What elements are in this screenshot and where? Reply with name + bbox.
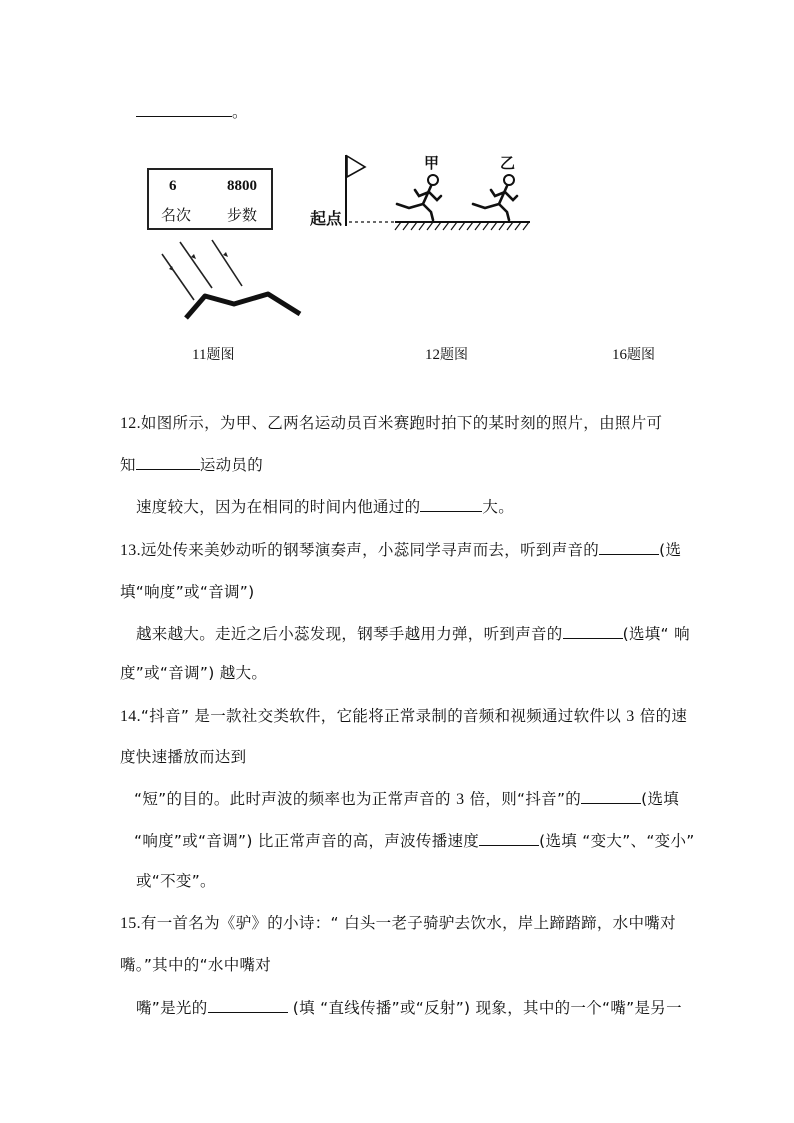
q13-line-1	[120, 540, 681, 561]
top-answer-line	[136, 102, 248, 122]
q13-text-1b: (选	[659, 541, 682, 559]
q12-text-1: 如图所示，为甲、乙两名运动员百米赛跑时拍下的某时刻的照片，由照片可	[140, 414, 663, 432]
q14-text-5: 或“不变”。	[136, 872, 216, 890]
q14-text-3b: 倍，则“抖音”的	[464, 790, 582, 808]
q14-text-1a: “抖音” 是一款社交类软件，它能将正常录制的音频和视频通过软件以	[140, 707, 627, 725]
q15-line-2	[120, 955, 271, 975]
q12-text-2b: 运动员的	[199, 456, 264, 474]
q14-blank-1[interactable]	[581, 789, 641, 804]
q13-line-4	[120, 663, 267, 683]
label-yi: 乙	[500, 154, 516, 172]
q15-text-3b: (填 “直线传播”或“反射”) 现象，其中的一个“嘴”是另一	[287, 999, 682, 1017]
caption-11-number: 11	[192, 347, 207, 363]
caption-16-number: 16	[612, 347, 627, 363]
q14-blank-2[interactable]	[479, 831, 539, 846]
q12-text-2a: 知	[120, 456, 136, 474]
q14-number-3b: 3	[456, 791, 465, 808]
q15-line-3	[136, 998, 682, 1018]
q13-text-3a: 越来越大。走近之后小蕊发现，钢琴手越用力弹，听到声音的	[136, 625, 563, 643]
q14-line-1	[120, 706, 687, 727]
period: 。	[232, 103, 248, 121]
q15-text-3a: 嘴”是光的	[136, 999, 208, 1017]
q15-text-1: 有一首名为《驴》的小诗：“ 白头一老子骑驴去饮水，岸上蹄踏蹄，水中嘴对	[140, 914, 676, 932]
q15-line-1	[120, 913, 676, 934]
q13-number: 13.	[120, 542, 141, 559]
q12-text-3b: 大。	[482, 498, 515, 516]
caption-12-text: 题图	[440, 347, 468, 363]
runner-yi	[473, 175, 517, 220]
caption-12	[425, 344, 468, 364]
step-counter-box	[147, 168, 273, 230]
answer-blank[interactable]	[136, 102, 232, 117]
caption-16	[612, 344, 655, 364]
q13-line-3	[136, 624, 690, 644]
q12-line-3	[136, 497, 514, 517]
q13-blank-2[interactable]	[563, 624, 623, 639]
q15-blank-1[interactable]	[208, 998, 288, 1013]
q13-blank-1[interactable]	[599, 540, 659, 555]
q14-number: 14.	[120, 708, 141, 725]
q13-line-2	[120, 582, 254, 602]
q14-text-4b: (选填 “变大”、“变小”	[539, 832, 695, 850]
steps-label: 步数	[227, 206, 258, 224]
caption-12-number: 12	[425, 347, 440, 363]
q13-text-3b: (选填“ 响	[622, 625, 690, 643]
q12-blank-2[interactable]	[420, 497, 482, 512]
q12-line-1	[120, 413, 662, 434]
q14-text-3c: (选填	[641, 790, 680, 808]
q13-text-4: 度”或“音调”) 越大。	[120, 664, 268, 682]
caption-16-text: 题图	[627, 347, 655, 363]
q15-number: 15.	[120, 915, 141, 932]
start-label: 起点	[310, 209, 343, 228]
q12-line-2	[120, 455, 263, 475]
q14-text-2: 度快速播放而达到	[120, 748, 247, 766]
q14-number-3a: 3	[626, 708, 635, 725]
runner-jia	[397, 175, 441, 220]
q14-line-5	[136, 871, 216, 891]
caption-11	[192, 344, 234, 364]
caption-11-text: 题图	[206, 347, 235, 363]
q15-text-2: 嘴。”其中的“水中嘴对	[120, 956, 272, 974]
q14-text-3a: “短”的目的。此时声波的频率也为正常声音的	[134, 790, 457, 808]
light-reflection-figure	[150, 232, 310, 332]
q14-line-3	[134, 789, 679, 810]
q12-number: 12.	[120, 415, 141, 432]
q12-blank-1[interactable]	[136, 455, 200, 470]
rank-label: 名次	[161, 206, 192, 224]
q13-text-1a: 远处传来美妙动听的钢琴演奏声，小蕊同学寻声而去，听到声音的	[140, 541, 600, 559]
q13-text-2: 填“响度”或“音调”)	[120, 583, 255, 601]
q14-text-4a: “响度”或“音调”) 比正常声音的高，声波传播速度	[134, 832, 480, 850]
q14-line-2	[120, 747, 246, 767]
label-jia: 甲	[424, 154, 440, 172]
q14-line-4	[134, 831, 695, 851]
steps-value: 8800	[227, 178, 257, 194]
rank-value: 6	[169, 178, 177, 194]
q12-text-3a: 速度较大，因为在相同的时间内他通过的	[136, 498, 421, 516]
q14-text-1b: 倍的速	[634, 707, 688, 725]
